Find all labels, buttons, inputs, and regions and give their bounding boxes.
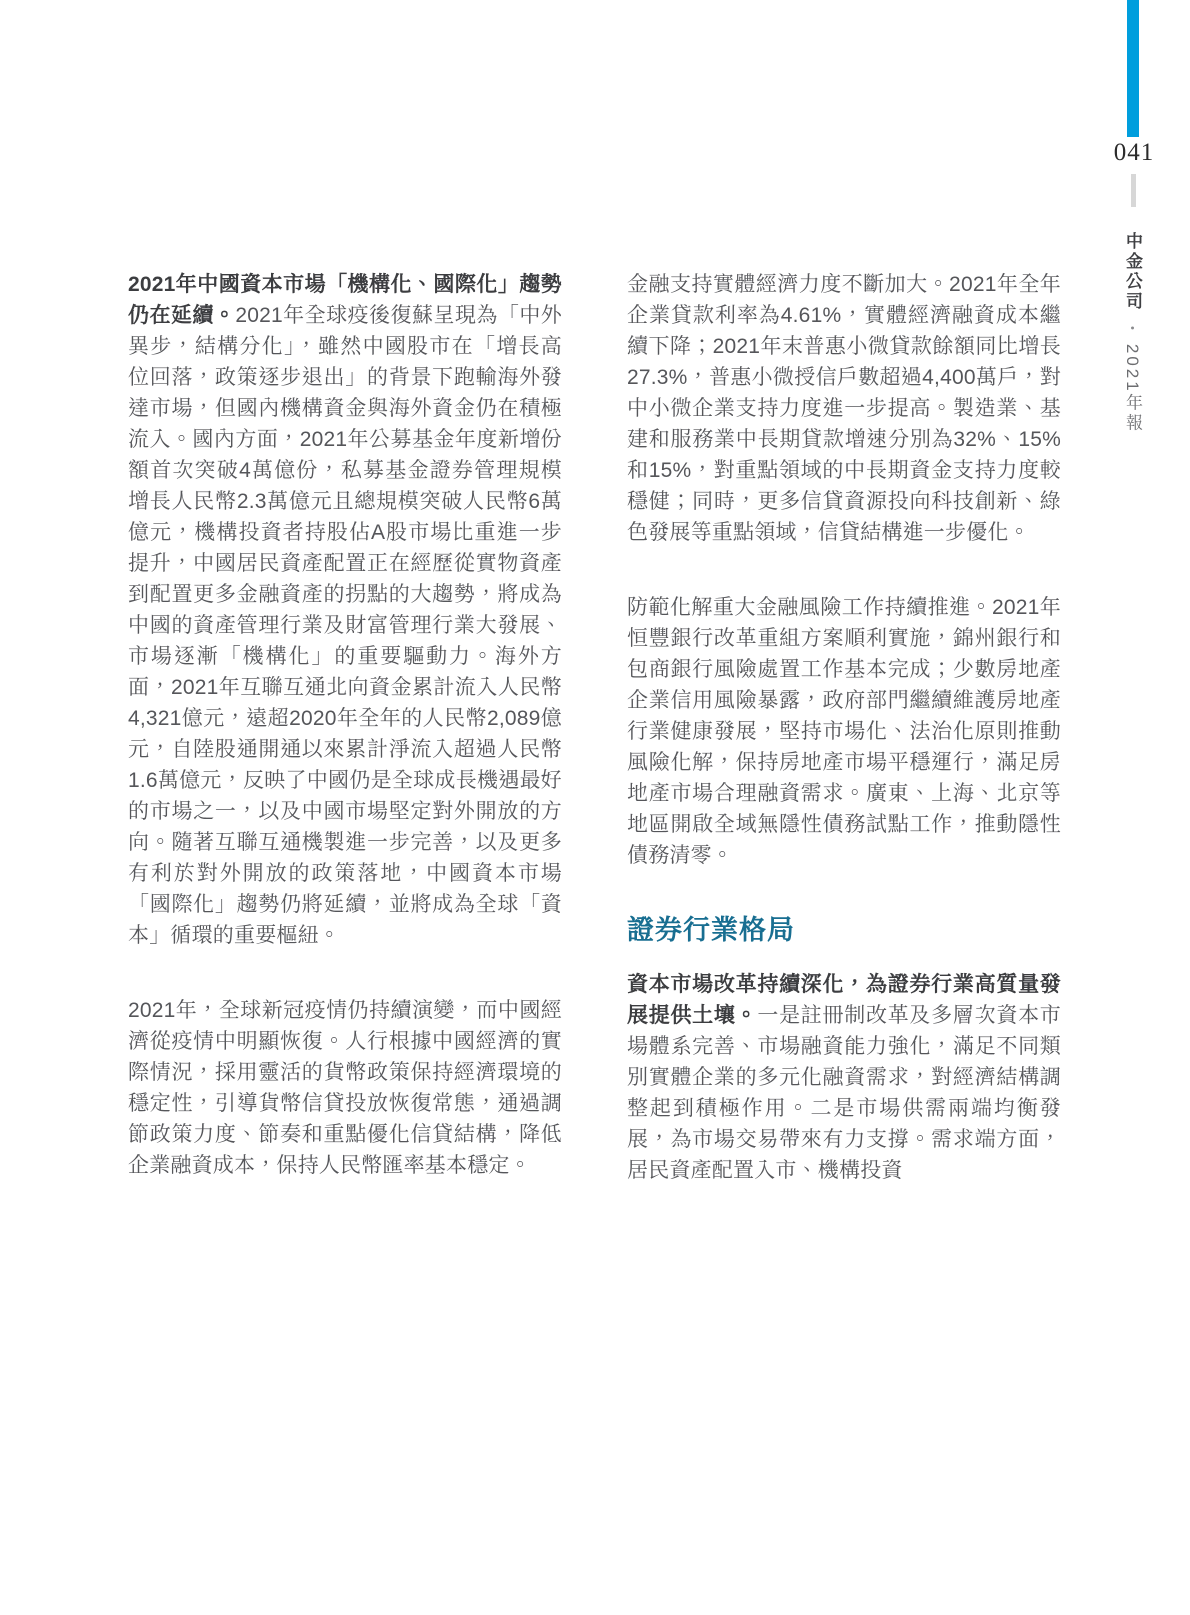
paragraph-capital-market-reform bbox=[627, 969, 1061, 1186]
paragraph-macro-policy: 2021年，全球新冠疫情仍持續演變，而中國經濟從疫情中明顯恢復。人行根據中國經濟的實際情況，採用靈活的貨幣政策保持經濟環境的穩定性，引導貨幣信貸投放恢復常態，通過調節政策力度、節奏和重點優化信貸結構，降低企業融資成本，保持人民幣匯率基本穩定。 bbox=[128, 999, 562, 1177]
paragraph-body-text: 一是註冊制改革及多層次資本市場體系完善、市場融資能力強化，滿足不同類別實體企業的多元化融資需求，對經濟結構調整起到積極作用。二是市場供需兩端均衡發展，為市場交易帶來有力支撐。需求端方面，居民資產配置入市、機構投資 bbox=[627, 1004, 1061, 1182]
paragraph-lead-bold: 2021年中國資本市場「機構化、國際化」趨勢仍在延續。 bbox=[128, 273, 562, 327]
paragraph-body-text: 2021年全球疫後復蘇呈現為「中外異步，結構分化」，雖然中國股市在「增長高位回落，政策逐步退出」的背景下跑輸海外發達市場，但國內機構資金與海外資金仍在積極流入。國內方面，2021年公募基金年度新增份額首次突破4萬億份，私募基金證券管理規模增長人民幣2.3萬億元且總規模突破人民幣6萬億元，機構投資者持股佔A股市場比重進一步提升，中國居民資產配置正在經歷從實物資產到配置更多金融資產的拐點的大趨勢，將成為中國的資產管理行業及財富管理行業大發展、市場逐漸「機構化」的重要驅動力。海外方面，2021年互聯互通北向資金累計流入人民幣4,321億元，遠超2020年全年的人民幣2,089億元，自陸股通開通以來累計淨流入超過人民幣1.6萬億元，反映了中國仍是全球成長機遇最好的市場之一，以及中國市場堅定對外開放的方向。隨著互聯互通機製進一步完善，以及更多有利於對外開放的政策落地，中國資本市場「國際化」趨勢仍將延續，並將成為全球「資本」循環的重要樞紐。 bbox=[128, 304, 562, 947]
page-number: 041 bbox=[1113, 139, 1155, 166]
paragraph-capital-market-trend bbox=[128, 269, 562, 951]
right-column bbox=[627, 269, 1061, 1186]
paragraph-lead-bold: 資本市場改革持續深化，為證券行業高質量發展提供土壤。 bbox=[627, 973, 1061, 1027]
left-column bbox=[128, 269, 562, 1181]
bullet-separator-icon: • bbox=[1126, 326, 1138, 330]
accent-bar bbox=[1127, 0, 1139, 137]
paragraph-financial-support: 金融支持實體經濟力度不斷加大。2021年全年企業貸款利率為4.61%，實體經濟融資成本繼續下降；2021年末普惠小微貸款餘額同比增長27.3%，普惠小微授信戶數超過4,400萬戶，對中小微企業支持力度進一步提高。製造業、基建和服務業中長期貸款增速分別為32%、15%和15%，對重點領域的中長期資金支持力度較穩健；同時，更多信貸資源投向科技創新、綠色發展等重點領域，信貸結構進一步優化。 bbox=[627, 273, 1061, 544]
sidebar-vertical-caption bbox=[1120, 232, 1145, 592]
paragraph-risk-prevention: 防範化解重大金融風險工作持續推進。2021年恒豐銀行改革重組方案順利實施，錦州銀行和包商銀行風險處置工作基本完成；少數房地產企業信用風險暴露，政府部門繼續維護房地產行業健康發展，堅持市場化、法治化原則推動風險化解，保持房地產市場平穩運行，滿足房地產市場合理融資需求。廣東、上海、北京等地區開啟全域無隱性債務試點工作，推動隱性債務清零。 bbox=[627, 596, 1061, 867]
year-label: 2021年報 bbox=[1123, 343, 1142, 434]
divider-tick bbox=[1131, 174, 1136, 207]
section-heading-securities-industry: 證券行業格局 bbox=[627, 915, 795, 945]
brand-name: 中金公司 bbox=[1123, 232, 1142, 312]
